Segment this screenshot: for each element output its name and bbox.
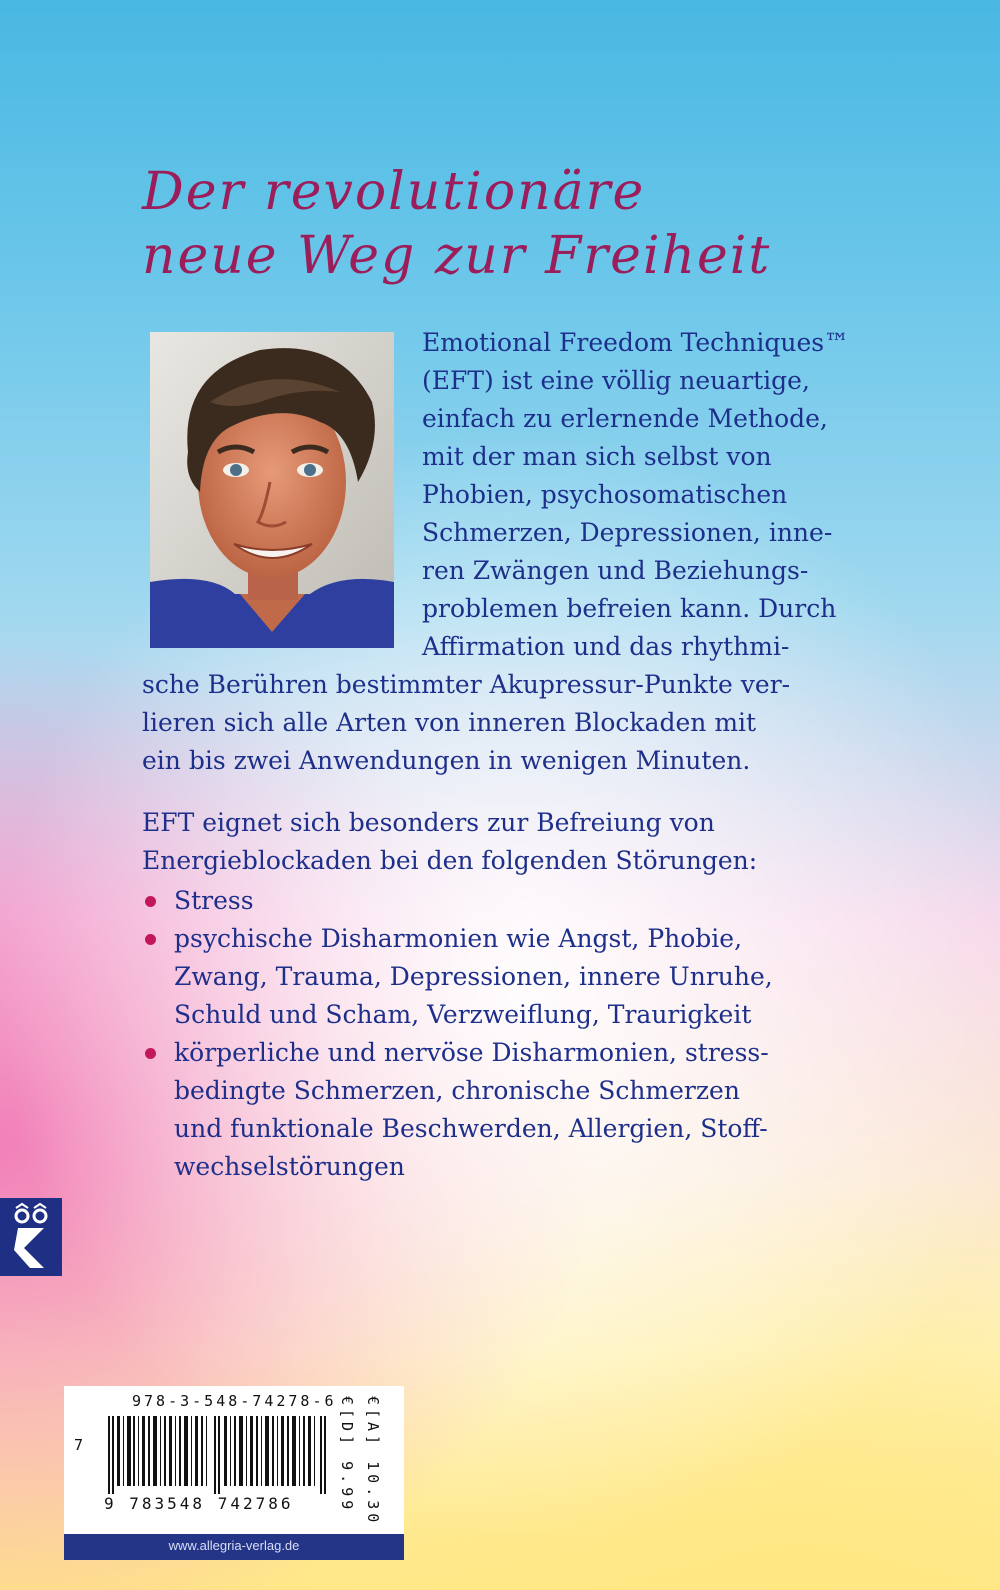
bullet-icon xyxy=(145,1048,156,1059)
list-item xyxy=(142,882,902,920)
headline-line-1: Der revolutionäre xyxy=(142,162,646,222)
barcode-area xyxy=(64,1386,404,1534)
list-item xyxy=(142,1034,902,1186)
list-item-text: Schuld und Scham, Verzweiflung, Traurigkeit xyxy=(174,1000,752,1029)
list-item-text: psychische Disharmonien wie Angst, Phobie, xyxy=(174,924,743,953)
intro-paragraph-full xyxy=(142,666,902,780)
intro-line: mit der man sich selbst von xyxy=(422,442,772,471)
barcode-lead-digit: 7 xyxy=(74,1436,84,1454)
isbn-number: 978-3-548-74278-6 xyxy=(132,1392,337,1410)
bullet-icon xyxy=(145,934,156,945)
bullet-icon xyxy=(145,896,156,907)
publisher-url: www.allegria-verlag.de xyxy=(168,1538,300,1553)
list-item-text: Stress xyxy=(174,886,254,915)
owl-logo-drawing xyxy=(0,1198,62,1276)
conditions-intro-line: Energieblockaden bei den folgenden Störungen: xyxy=(142,846,758,875)
price-germany: €[D] 9.99 xyxy=(338,1396,356,1514)
author-portrait xyxy=(150,332,394,648)
conditions-list xyxy=(142,882,902,1186)
intro-line: sche Berühren bestimmter Akupressur-Punkte ver- xyxy=(142,670,791,699)
price-block xyxy=(334,1396,400,1534)
intro-line: ein bis zwei Anwendungen in wenigen Minuten. xyxy=(142,746,751,775)
conditions-intro xyxy=(142,804,902,880)
headline xyxy=(142,160,902,288)
list-item-text: bedingte Schmerzen, chronische Schmerzen xyxy=(174,1076,740,1105)
intro-line: problemen befreien kann. Durch xyxy=(422,594,837,623)
intro-line: Affirmation und das rhythmi- xyxy=(422,632,790,661)
ean-number: 9 783548 742786 xyxy=(104,1494,294,1513)
intro-line: Emotional Freedom Techniques™ xyxy=(422,328,850,357)
list-item xyxy=(142,920,902,1034)
list-item-text: körperliche und nervöse Disharmonien, stress- xyxy=(174,1038,769,1067)
conditions-intro-line: EFT eignet sich besonders zur Befreiung von xyxy=(142,808,715,837)
list-item-text: Zwang, Trauma, Depressionen, innere Unruhe, xyxy=(174,962,773,991)
author-portrait-drawing xyxy=(150,332,394,648)
intro-line: (EFT) ist eine völlig neuartige, xyxy=(422,366,810,395)
list-item-text: und funktionale Beschwerden, Allergien, Stoff- xyxy=(174,1114,768,1143)
headline-line-2: neue Weg zur Freiheit xyxy=(142,226,772,286)
intro-line: einfach zu erlernende Methode, xyxy=(422,404,828,433)
intro-line: ren Zwängen und Beziehungs- xyxy=(422,556,809,585)
barcode-bars xyxy=(108,1416,328,1494)
intro-line: lieren sich alle Arten von inneren Blockaden mit xyxy=(142,708,757,737)
intro-line: Schmerzen, Depressionen, inne- xyxy=(422,518,833,547)
list-item-text: wechselstörungen xyxy=(174,1152,405,1181)
intro-paragraph-right xyxy=(422,324,902,666)
owl-logo-icon xyxy=(0,1198,62,1276)
publisher-url-bar xyxy=(64,1534,404,1560)
intro-line: Phobien, psychosomatischen xyxy=(422,480,788,509)
price-austria: €[A] 10.30 xyxy=(364,1396,382,1527)
